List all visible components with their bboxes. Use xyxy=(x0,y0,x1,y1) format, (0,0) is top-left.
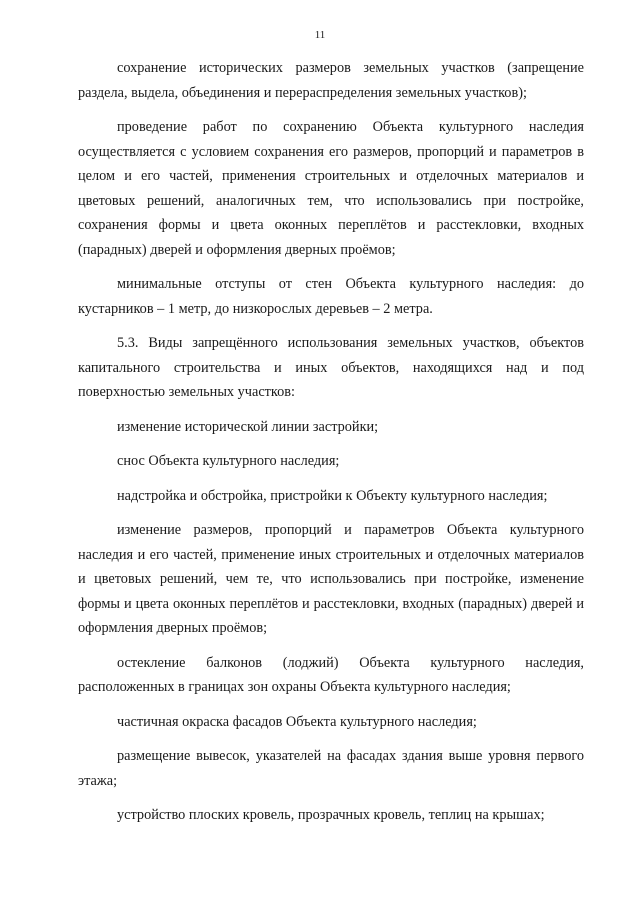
paragraph-demolition: снос Объекта культурного наследия; xyxy=(117,453,340,469)
paragraph-historic-building-line: изменение исторической линии застройки; xyxy=(117,418,379,435)
paragraph-preserve-plot-sizes: сохранение исторических размеров земельных участков (запрещение раздела, выдела, объединения и перераспределения земельных участков); xyxy=(78,60,584,101)
paragraph-change-dimensions: изменение размеров, пропорций и параметров Объекта культурного наследия и его частей, применение иных строительных и отделочных материалов и цветовых решений, чем те, что использовались при постройке, изменение формы и цвета оконных переплётов и расстекловки, входных (парадных) дверей и оформления дверных проёмов; xyxy=(78,522,584,636)
paragraph-roofing: устройство плоских кровель, прозрачных кровель, теплиц на крышах; xyxy=(117,807,545,823)
page-number: 11 xyxy=(314,29,326,41)
paragraph-signage: размещение вывесок, указателей на фасадах здания выше уровня первого этажа; xyxy=(78,748,584,789)
paragraph-preservation-works: проведение работ по сохранению Объекта культурного наследия осуществляется с условием сохранения его размеров, пропорций и параметров в целом и его частей, применения строительных и отделочных материалов и цветовых решений, аналогичных тем, что использовались при постройке, сохранения формы и цвета оконных переплётов и расстекловки, входных (парадных) дверей и оформления дверных проёмов; xyxy=(78,119,584,258)
paragraph-section-5-3-heading: 5.3. Виды запрещённого использования земельных участков, объектов капитального строительства и иных объектов, находящихся над и под поверхностью земельных участков: xyxy=(78,335,584,400)
paragraph-superstructure-extensions: надстройка и обстройка, пристройки к Объекту культурного наследия; xyxy=(117,487,548,504)
document-body xyxy=(78,56,584,838)
paragraph-minimum-setbacks: минимальные отступы от стен Объекта культурного наследия: до кустарников – 1 метр, до низкорослых деревьев – 2 метра. xyxy=(78,276,584,317)
paragraph-partial-painting: частичная окраска фасадов Объекта культурного наследия; xyxy=(117,713,477,730)
paragraph-balcony-glazing: остекление балконов (лоджий) Объекта культурного наследия, расположенных в границах зон охраны Объекта культурного наследия; xyxy=(78,654,584,695)
